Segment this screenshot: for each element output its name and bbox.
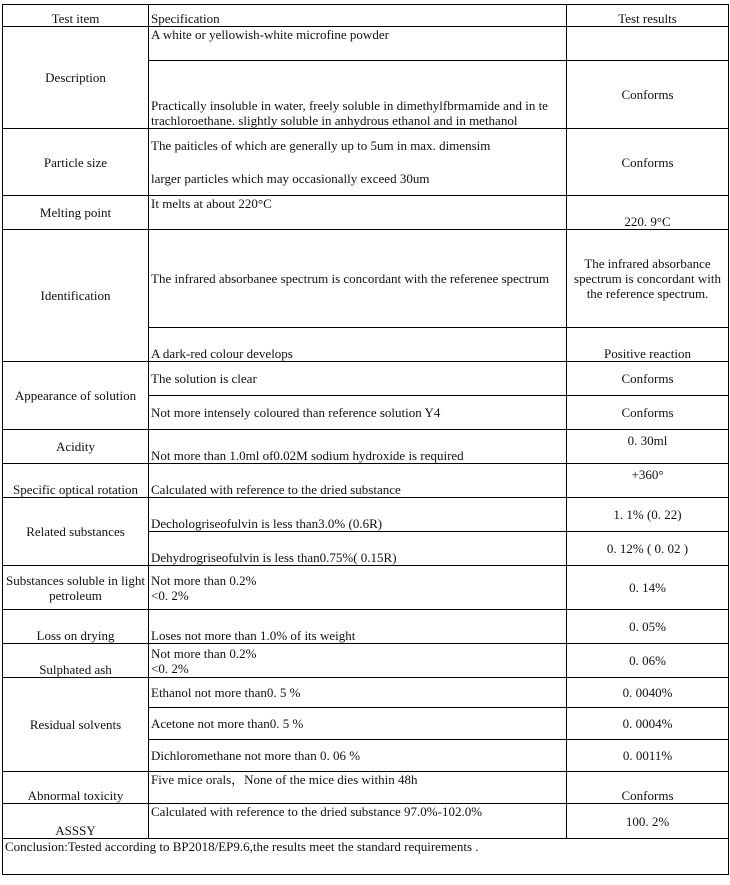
item-description: Description (3, 27, 149, 129)
spec-melting-point: It melts at about 220°C (149, 196, 567, 230)
result-sulphated-ash: 0. 06% (567, 644, 729, 678)
result-appearance-1: Conforms (567, 362, 729, 396)
spec-identification-2: A dark-red colour develops (149, 328, 567, 362)
item-appearance: Appearance of solution (3, 362, 149, 430)
row-related-substances (3, 498, 729, 532)
result-dichloromethane: 0. 0011% (567, 740, 729, 772)
row-residual-solvents (3, 678, 729, 708)
spec-particle-size (149, 129, 567, 196)
result-description-blank (567, 27, 729, 61)
item-identification: Identification (3, 230, 149, 362)
result-acetone: 0. 0004% (567, 708, 729, 740)
result-appearance-2: Conforms (567, 396, 729, 430)
row-description (3, 27, 729, 61)
spec-appearance-2: Not more intensely coloured than reference solution Y4 (149, 396, 567, 430)
row-optical-rotation (3, 464, 729, 498)
spec-light-petroleum-2: <0. 2% (151, 587, 189, 603)
row-assay (3, 804, 729, 839)
spec-abnormal-toxicity: Five mice orals，None of the mice dies within 48h (149, 772, 567, 804)
item-light-petroleum: Substances soluble in light petroleum (3, 566, 149, 610)
spec-related-2: Dehydrogriseofulvin is less than0.75%( 0.15R) (149, 532, 567, 566)
item-related-substances: Related substances (3, 498, 149, 566)
result-related-2: 0. 12% ( 0. 02 ) (567, 532, 729, 566)
spec-particle-size-2: larger particles which may occasionally exceed 30um (151, 171, 430, 186)
item-assay: ASSSY (3, 804, 149, 839)
item-optical-rotation: Specific optical rotation (3, 464, 149, 498)
result-assay: 100. 2% (567, 804, 729, 839)
row-conclusion (3, 839, 729, 875)
spec-description-1: A white or yellowish-white microfine powder (149, 27, 567, 61)
result-ethanol: 0. 0040% (567, 678, 729, 708)
spec-assay: Calculated with reference to the dried substance 97.0%-102.0% (149, 804, 567, 839)
result-abnormal-toxicity: Conforms (567, 772, 729, 804)
header-test-item: Test item (3, 5, 149, 27)
result-description: Conforms (567, 61, 729, 129)
item-residual-solvents: Residual solvents (3, 678, 149, 772)
result-acidity: 0. 30ml (567, 430, 729, 464)
row-acidity (3, 430, 729, 464)
item-acidity: Acidity (3, 430, 149, 464)
row-light-petroleum (3, 566, 729, 610)
conclusion-text: Conclusion:Tested according to BP2018/EP9.6,the results meet the standard requirements . (3, 839, 729, 875)
row-abnormal-toxicity (3, 772, 729, 804)
spec-particle-size-1: The paiticles of which are generally up to 5um in max. dimensim (151, 138, 491, 153)
spec-appearance-1: The solution is clear (149, 362, 567, 396)
spec-related-1: Dechologriseofulvin is less than3.0% (0.6R) (149, 498, 567, 532)
spec-sulphated-ash-1: Not more than 0.2% (151, 645, 257, 661)
result-identification-1: The infrared absorbance spectrum is concordant with the reference spectrum. (567, 230, 729, 328)
row-loss-on-drying (3, 610, 729, 644)
header-test-results: Test results (567, 5, 729, 27)
spec-identification-1: The infrared absorbanee spectrum is concordant with the referenee spectrum (149, 230, 567, 328)
header-row (3, 5, 729, 27)
spec-sulphated-ash-2: <0. 2% (151, 660, 189, 676)
result-melting-point: 220. 9°C (567, 196, 729, 230)
spec-spacer (151, 153, 564, 171)
spec-light-petroleum-1: Not more than 0.2% (151, 572, 257, 588)
row-appearance (3, 362, 729, 396)
row-identification (3, 230, 729, 328)
spec-optical-rotation: Calculated with reference to the dried substance (149, 464, 567, 498)
result-particle-size: Conforms (567, 129, 729, 196)
spec-description-2: Practically insoluble in water, freely soluble in dimethylfbrmamide and in te trachloroethane. slightly soluble in anhydrous ethanol and in methanol (149, 61, 567, 129)
spec-acetone: Acetone not more than0. 5 % (149, 708, 567, 740)
item-sulphated-ash: Sulphated ash (3, 644, 149, 678)
item-abnormal-toxicity: Abnormal toxicity (3, 772, 149, 804)
result-loss-on-drying: 0. 05% (567, 610, 729, 644)
header-specification: Specification (149, 5, 567, 27)
row-melting-point (3, 196, 729, 230)
test-results-table (2, 4, 729, 875)
result-related-1: 1. 1% (0. 22) (567, 498, 729, 532)
row-sulphated-ash (3, 644, 729, 678)
result-optical-rotation: +360° (567, 464, 729, 498)
result-identification-2: Positive reaction (567, 328, 729, 362)
spec-loss-on-drying: Loses not more than 1.0% of its weight (149, 610, 567, 644)
result-light-petroleum: 0. 14% (567, 566, 729, 610)
item-loss-on-drying: Loss on drying (3, 610, 149, 644)
spec-sulphated-ash (149, 644, 567, 678)
item-particle-size: Particle size (3, 129, 149, 196)
spec-ethanol: Ethanol not more than0. 5 % (149, 678, 567, 708)
spec-dichloromethane: Dichloromethane not more than 0. 06 % (149, 740, 567, 772)
row-particle-size (3, 129, 729, 196)
spec-light-petroleum (149, 566, 567, 610)
spec-acidity: Not more than 1.0ml of0.02M sodium hydroxide is required (149, 430, 567, 464)
item-melting-point: Melting point (3, 196, 149, 230)
